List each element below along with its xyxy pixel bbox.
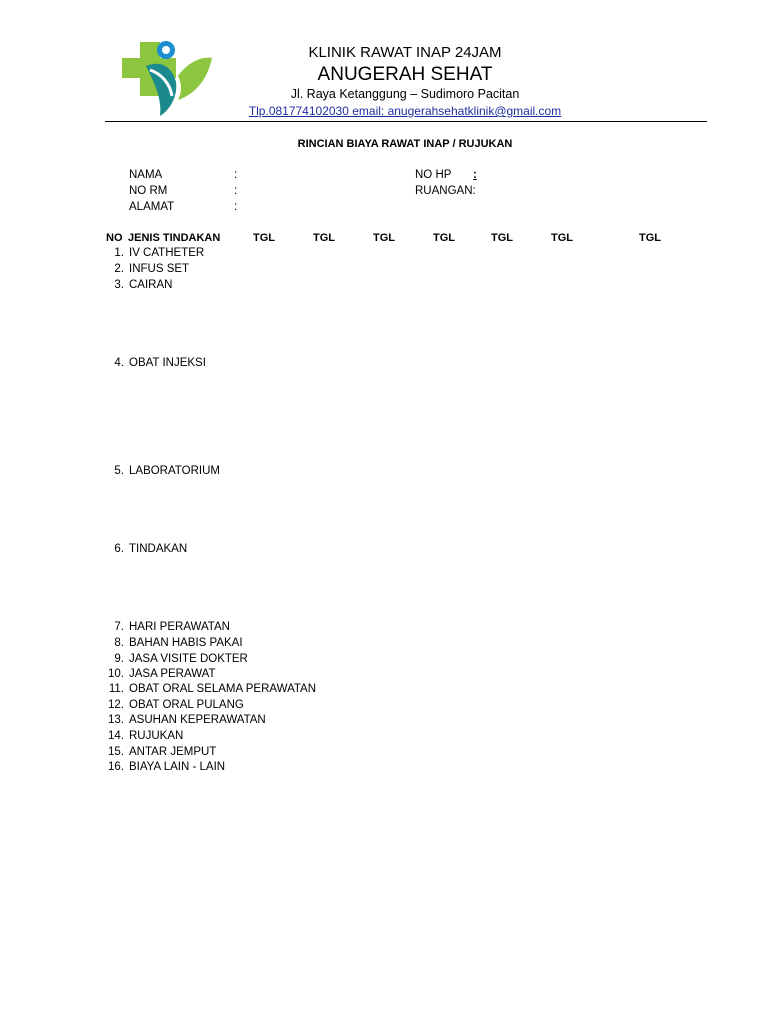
form-title: RINCIAN BIAYA RAWAT INAP / RUJUKAN [297,138,513,150]
item-no: 16. [108,761,124,773]
item-no: 9. [114,653,124,665]
item-label: INFUS SET [129,263,190,275]
no-hp-colon: : [473,169,477,181]
item-no: 5. [114,465,124,477]
item-label: BAHAN HABIS PAKAI [129,637,243,649]
item-label: OBAT ORAL SELAMA PERAWATAN [129,683,317,695]
item-label: BIAYA LAIN - LAIN [129,761,226,773]
clinic-address: Jl. Raya Ketanggung – Sudimoro Pacitan [290,87,520,101]
col-tgl-header-4: TGL [433,232,455,244]
col-jenis-header: JENIS TINDAKAN [128,232,221,244]
clinic-contact-link[interactable]: Tlp.081774102030 email: anugerahsehatklinik@gmail.com [248,104,562,118]
col-tgl-header-7: TGL [639,232,661,244]
no-hp-label: NO HP [415,169,452,181]
nama-colon: : [234,169,238,181]
header-divider [105,121,707,122]
item-no: 14. [108,730,124,742]
item-no: 4. [114,357,124,369]
col-tgl-header-5: TGL [491,232,513,244]
clinic-type: KLINIK RAWAT INAP 24JAM [308,44,502,61]
item-no: 13. [108,714,124,726]
item-label: RUJUKAN [129,730,184,742]
item-no: 12. [108,699,124,711]
no-rm-label: NO RM [129,185,168,197]
alamat-label: ALAMAT [129,201,175,213]
col-no-header: NO [106,232,123,244]
item-no: 6. [114,543,124,555]
item-no: 3. [114,279,124,291]
col-tgl-header-2: TGL [313,232,335,244]
item-no: 15. [108,746,124,758]
item-label: HARI PERAWATAN [129,621,230,633]
col-tgl-header-6: TGL [551,232,573,244]
item-label: ANTAR JEMPUT [129,746,217,758]
item-label: LABORATORIUM [129,465,220,477]
no-rm-colon: : [234,185,238,197]
item-label: TINDAKAN [129,543,188,555]
item-no: 2. [114,263,124,275]
clinic-name: ANUGERAH SEHAT [317,64,493,85]
item-no: 1. [114,247,124,259]
item-no: 10. [108,668,124,680]
item-no: 8. [114,637,124,649]
item-no: 11. [108,683,124,695]
col-tgl-header-3: TGL [373,232,395,244]
item-no: 7. [114,621,124,633]
clinic-logo [116,36,214,118]
ruangan-label: RUANGAN: [415,185,476,197]
item-label: OBAT INJEKSI [129,357,206,369]
item-label: OBAT ORAL PULANG [129,699,244,711]
col-tgl-header-1: TGL [253,232,275,244]
item-label: JASA PERAWAT [129,668,216,680]
alamat-colon: : [234,201,238,213]
item-label: CAIRAN [129,279,173,291]
item-label: JASA VISITE DOKTER [129,653,248,665]
item-label: IV CATHETER [129,247,205,259]
item-label: ASUHAN KEPERAWATAN [129,714,266,726]
nama-label: NAMA [129,169,163,181]
